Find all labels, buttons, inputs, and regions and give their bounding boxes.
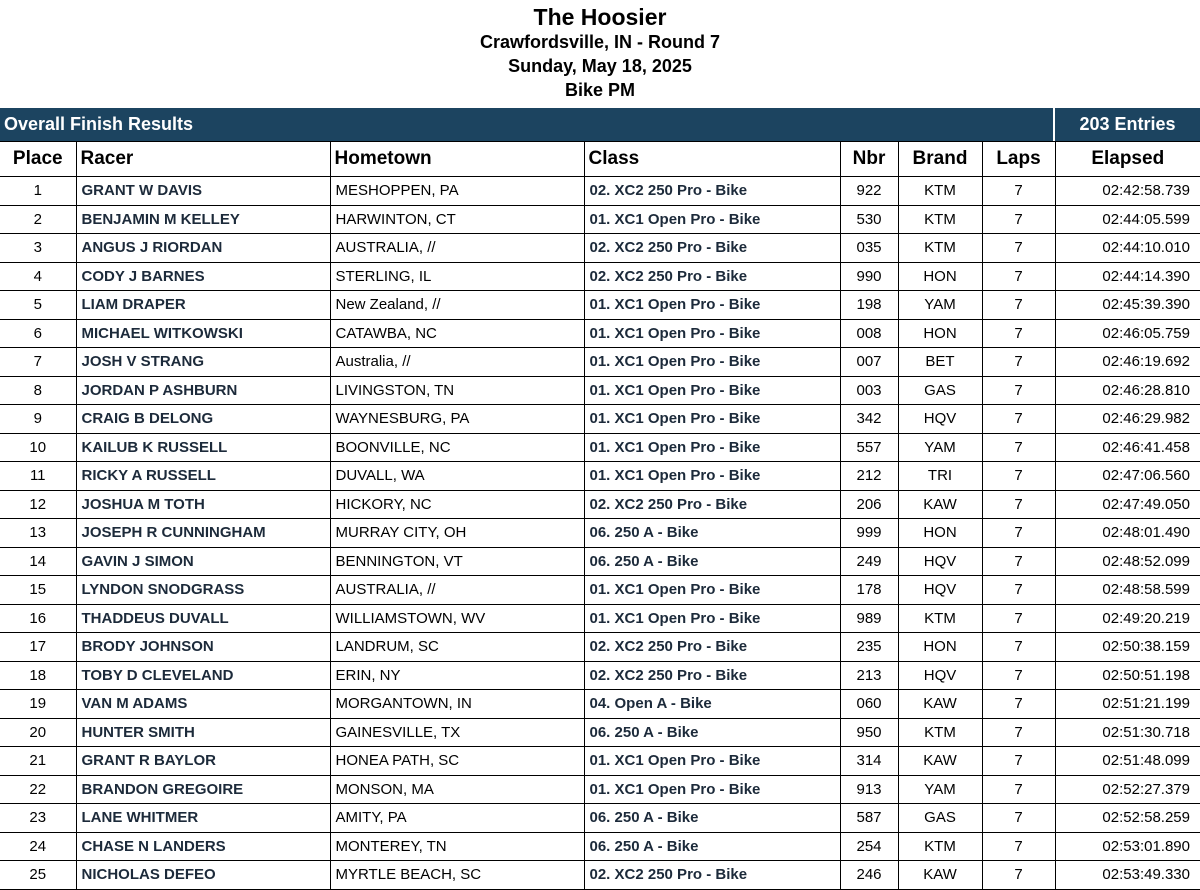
place-cell: 8 <box>0 376 76 405</box>
racer-cell: BENJAMIN M KELLEY <box>76 205 330 234</box>
racer-cell: TOBY D CLEVELAND <box>76 661 330 690</box>
laps-cell: 7 <box>982 177 1055 206</box>
table-row <box>0 462 1200 491</box>
event-location: Crawfordsville, IN - Round 7 <box>479 32 721 52</box>
laps-cell: 7 <box>982 861 1055 890</box>
results-banner-title: Overall Finish Results <box>0 108 1055 141</box>
number-cell: 314 <box>840 747 898 776</box>
elapsed-cell: 02:46:28.810 <box>1055 376 1200 405</box>
results-header <box>0 0 1200 102</box>
place-cell: 5 <box>0 291 76 320</box>
place-cell: 23 <box>0 804 76 833</box>
elapsed-cell: 02:50:51.198 <box>1055 661 1200 690</box>
hometown-cell: WILLIAMSTOWN, WV <box>330 604 584 633</box>
brand-cell: HQV <box>898 547 982 576</box>
racer-cell: JOSHUA M TOTH <box>76 490 330 519</box>
class-cell: 01. XC1 Open Pro - Bike <box>584 433 840 462</box>
laps-cell: 7 <box>982 490 1055 519</box>
class-cell: 01. XC1 Open Pro - Bike <box>584 205 840 234</box>
class-cell: 01. XC1 Open Pro - Bike <box>584 747 840 776</box>
elapsed-cell: 02:48:52.099 <box>1055 547 1200 576</box>
hometown-cell: LIVINGSTON, TN <box>330 376 584 405</box>
brand-cell: HON <box>898 633 982 662</box>
elapsed-cell: 02:44:10.010 <box>1055 234 1200 263</box>
number-cell: 035 <box>840 234 898 263</box>
hometown-cell: AUSTRALIA, // <box>330 234 584 263</box>
table-row <box>0 348 1200 377</box>
results-body <box>0 177 1200 890</box>
class-cell: 02. XC2 250 Pro - Bike <box>584 234 840 263</box>
brand-cell: KTM <box>898 604 982 633</box>
brand-cell: KAW <box>898 861 982 890</box>
laps-cell: 7 <box>982 262 1055 291</box>
col-elapsed: Elapsed <box>1055 142 1200 177</box>
place-cell: 15 <box>0 576 76 605</box>
event-date: Sunday, May 18, 2025 <box>508 56 692 76</box>
number-cell: 342 <box>840 405 898 434</box>
table-row <box>0 319 1200 348</box>
hometown-cell: GAINESVILLE, TX <box>330 718 584 747</box>
hometown-cell: MYRTLE BEACH, SC <box>330 861 584 890</box>
elapsed-cell: 02:46:19.692 <box>1055 348 1200 377</box>
table-row <box>0 804 1200 833</box>
class-cell: 06. 250 A - Bike <box>584 547 840 576</box>
brand-cell: YAM <box>898 433 982 462</box>
laps-cell: 7 <box>982 661 1055 690</box>
brand-cell: HQV <box>898 576 982 605</box>
brand-cell: TRI <box>898 462 982 491</box>
class-cell: 01. XC1 Open Pro - Bike <box>584 376 840 405</box>
col-nbr: Nbr <box>840 142 898 177</box>
table-row <box>0 690 1200 719</box>
hometown-cell: HICKORY, NC <box>330 490 584 519</box>
racer-cell: JOSH V STRANG <box>76 348 330 377</box>
hometown-cell: MONTEREY, TN <box>330 832 584 861</box>
col-hometown: Hometown <box>330 142 584 177</box>
racer-cell: CRAIG B DELONG <box>76 405 330 434</box>
racer-cell: ANGUS J RIORDAN <box>76 234 330 263</box>
table-row <box>0 433 1200 462</box>
number-cell: 008 <box>840 319 898 348</box>
class-cell: 02. XC2 250 Pro - Bike <box>584 661 840 690</box>
racer-cell: CHASE N LANDERS <box>76 832 330 861</box>
laps-cell: 7 <box>982 433 1055 462</box>
class-cell: 01. XC1 Open Pro - Bike <box>584 775 840 804</box>
elapsed-cell: 02:45:39.390 <box>1055 291 1200 320</box>
number-cell: 950 <box>840 718 898 747</box>
table-row <box>0 376 1200 405</box>
number-cell: 246 <box>840 861 898 890</box>
brand-cell: YAM <box>898 775 982 804</box>
number-cell: 249 <box>840 547 898 576</box>
laps-cell: 7 <box>982 376 1055 405</box>
place-cell: 17 <box>0 633 76 662</box>
hometown-cell: HARWINTON, CT <box>330 205 584 234</box>
table-row <box>0 234 1200 263</box>
place-cell: 9 <box>0 405 76 434</box>
brand-cell: HON <box>898 519 982 548</box>
laps-cell: 7 <box>982 234 1055 263</box>
hometown-cell: LANDRUM, SC <box>330 633 584 662</box>
laps-cell: 7 <box>982 547 1055 576</box>
brand-cell: HQV <box>898 405 982 434</box>
class-cell: 04. Open A - Bike <box>584 690 840 719</box>
table-row <box>0 861 1200 890</box>
table-row <box>0 661 1200 690</box>
brand-cell: KTM <box>898 234 982 263</box>
brand-cell: YAM <box>898 291 982 320</box>
place-cell: 10 <box>0 433 76 462</box>
laps-cell: 7 <box>982 747 1055 776</box>
number-cell: 587 <box>840 804 898 833</box>
brand-cell: HON <box>898 262 982 291</box>
place-cell: 19 <box>0 690 76 719</box>
table-row <box>0 576 1200 605</box>
header-row <box>0 142 1200 177</box>
laps-cell: 7 <box>982 319 1055 348</box>
place-cell: 13 <box>0 519 76 548</box>
racer-cell: LYNDON SNODGRASS <box>76 576 330 605</box>
elapsed-cell: 02:51:21.199 <box>1055 690 1200 719</box>
class-cell: 02. XC2 250 Pro - Bike <box>584 177 840 206</box>
hometown-cell: BENNINGTON, VT <box>330 547 584 576</box>
place-cell: 25 <box>0 861 76 890</box>
hometown-cell: BOONVILLE, NC <box>330 433 584 462</box>
racer-cell: GRANT W DAVIS <box>76 177 330 206</box>
number-cell: 206 <box>840 490 898 519</box>
brand-cell: KTM <box>898 177 982 206</box>
brand-cell: BET <box>898 348 982 377</box>
table-row <box>0 262 1200 291</box>
brand-cell: KTM <box>898 718 982 747</box>
number-cell: 557 <box>840 433 898 462</box>
table-row <box>0 490 1200 519</box>
place-cell: 7 <box>0 348 76 377</box>
racer-cell: NICHOLAS DEFEO <box>76 861 330 890</box>
number-cell: 212 <box>840 462 898 491</box>
elapsed-cell: 02:48:58.599 <box>1055 576 1200 605</box>
table-row <box>0 832 1200 861</box>
laps-cell: 7 <box>982 462 1055 491</box>
brand-cell: GAS <box>898 376 982 405</box>
hometown-cell: MORGANTOWN, IN <box>330 690 584 719</box>
col-brand: Brand <box>898 142 982 177</box>
class-cell: 02. XC2 250 Pro - Bike <box>584 861 840 890</box>
place-cell: 12 <box>0 490 76 519</box>
table-row <box>0 205 1200 234</box>
hometown-cell: MURRAY CITY, OH <box>330 519 584 548</box>
place-cell: 21 <box>0 747 76 776</box>
class-cell: 01. XC1 Open Pro - Bike <box>584 462 840 491</box>
hometown-cell: DUVALL, WA <box>330 462 584 491</box>
racer-cell: BRODY JOHNSON <box>76 633 330 662</box>
laps-cell: 7 <box>982 832 1055 861</box>
elapsed-cell: 02:52:58.259 <box>1055 804 1200 833</box>
class-cell: 02. XC2 250 Pro - Bike <box>584 262 840 291</box>
brand-cell: KAW <box>898 490 982 519</box>
table-row <box>0 291 1200 320</box>
laps-cell: 7 <box>982 291 1055 320</box>
elapsed-cell: 02:53:01.890 <box>1055 832 1200 861</box>
racer-cell: KAILUB K RUSSELL <box>76 433 330 462</box>
place-cell: 11 <box>0 462 76 491</box>
elapsed-cell: 02:52:27.379 <box>1055 775 1200 804</box>
elapsed-cell: 02:46:05.759 <box>1055 319 1200 348</box>
place-cell: 6 <box>0 319 76 348</box>
table-row <box>0 633 1200 662</box>
place-cell: 1 <box>0 177 76 206</box>
col-class: Class <box>584 142 840 177</box>
elapsed-cell: 02:50:38.159 <box>1055 633 1200 662</box>
event-session: Bike PM <box>564 80 636 100</box>
class-cell: 06. 250 A - Bike <box>584 804 840 833</box>
place-cell: 16 <box>0 604 76 633</box>
elapsed-cell: 02:44:14.390 <box>1055 262 1200 291</box>
hometown-cell: MONSON, MA <box>330 775 584 804</box>
results-banner <box>0 108 1200 141</box>
laps-cell: 7 <box>982 405 1055 434</box>
racer-cell: CODY J BARNES <box>76 262 330 291</box>
number-cell: 990 <box>840 262 898 291</box>
class-cell: 02. XC2 250 Pro - Bike <box>584 490 840 519</box>
laps-cell: 7 <box>982 690 1055 719</box>
hometown-cell: CATAWBA, NC <box>330 319 584 348</box>
racer-cell: GRANT R BAYLOR <box>76 747 330 776</box>
racer-cell: BRANDON GREGOIRE <box>76 775 330 804</box>
class-cell: 01. XC1 Open Pro - Bike <box>584 576 840 605</box>
elapsed-cell: 02:46:29.982 <box>1055 405 1200 434</box>
hometown-cell: New Zealand, // <box>330 291 584 320</box>
class-cell: 01. XC1 Open Pro - Bike <box>584 604 840 633</box>
elapsed-cell: 02:44:05.599 <box>1055 205 1200 234</box>
class-cell: 06. 250 A - Bike <box>584 519 840 548</box>
number-cell: 003 <box>840 376 898 405</box>
table-row <box>0 405 1200 434</box>
elapsed-cell: 02:47:06.560 <box>1055 462 1200 491</box>
entries-count: 203 Entries <box>1079 114 1176 134</box>
table-row <box>0 747 1200 776</box>
place-cell: 22 <box>0 775 76 804</box>
racer-cell: VAN M ADAMS <box>76 690 330 719</box>
racer-cell: LIAM DRAPER <box>76 291 330 320</box>
laps-cell: 7 <box>982 633 1055 662</box>
class-cell: 01. XC1 Open Pro - Bike <box>584 348 840 377</box>
number-cell: 235 <box>840 633 898 662</box>
table-row <box>0 775 1200 804</box>
place-cell: 24 <box>0 832 76 861</box>
place-cell: 20 <box>0 718 76 747</box>
racer-cell: LANE WHITMER <box>76 804 330 833</box>
hometown-cell: AUSTRALIA, // <box>330 576 584 605</box>
place-cell: 4 <box>0 262 76 291</box>
number-cell: 913 <box>840 775 898 804</box>
laps-cell: 7 <box>982 718 1055 747</box>
number-cell: 922 <box>840 177 898 206</box>
results-table <box>0 141 1200 890</box>
hometown-cell: STERLING, IL <box>330 262 584 291</box>
elapsed-cell: 02:48:01.490 <box>1055 519 1200 548</box>
number-cell: 060 <box>840 690 898 719</box>
number-cell: 989 <box>840 604 898 633</box>
elapsed-cell: 02:49:20.219 <box>1055 604 1200 633</box>
col-laps: Laps <box>982 142 1055 177</box>
event-title: The Hoosier <box>533 4 667 30</box>
hometown-cell: ERIN, NY <box>330 661 584 690</box>
elapsed-cell: 02:47:49.050 <box>1055 490 1200 519</box>
class-cell: 06. 250 A - Bike <box>584 718 840 747</box>
laps-cell: 7 <box>982 576 1055 605</box>
racer-cell: JORDAN P ASHBURN <box>76 376 330 405</box>
hometown-cell: MESHOPPEN, PA <box>330 177 584 206</box>
laps-cell: 7 <box>982 348 1055 377</box>
elapsed-cell: 02:53:49.330 <box>1055 861 1200 890</box>
hometown-cell: AMITY, PA <box>330 804 584 833</box>
place-cell: 18 <box>0 661 76 690</box>
racer-cell: THADDEUS DUVALL <box>76 604 330 633</box>
class-cell: 01. XC1 Open Pro - Bike <box>584 291 840 320</box>
col-racer: Racer <box>76 142 330 177</box>
table-row <box>0 718 1200 747</box>
number-cell: 530 <box>840 205 898 234</box>
brand-cell: KTM <box>898 205 982 234</box>
brand-cell: KTM <box>898 832 982 861</box>
brand-cell: GAS <box>898 804 982 833</box>
table-row <box>0 604 1200 633</box>
elapsed-cell: 02:46:41.458 <box>1055 433 1200 462</box>
table-row <box>0 547 1200 576</box>
laps-cell: 7 <box>982 604 1055 633</box>
class-cell: 06. 250 A - Bike <box>584 832 840 861</box>
number-cell: 178 <box>840 576 898 605</box>
number-cell: 198 <box>840 291 898 320</box>
brand-cell: KAW <box>898 690 982 719</box>
table-row <box>0 519 1200 548</box>
laps-cell: 7 <box>982 205 1055 234</box>
place-cell: 2 <box>0 205 76 234</box>
brand-cell: KAW <box>898 747 982 776</box>
place-cell: 14 <box>0 547 76 576</box>
racer-cell: HUNTER SMITH <box>76 718 330 747</box>
class-cell: 01. XC1 Open Pro - Bike <box>584 405 840 434</box>
elapsed-cell: 02:51:30.718 <box>1055 718 1200 747</box>
table-row <box>0 177 1200 206</box>
laps-cell: 7 <box>982 775 1055 804</box>
hometown-cell: Australia, // <box>330 348 584 377</box>
racer-cell: RICKY A RUSSELL <box>76 462 330 491</box>
elapsed-cell: 02:51:48.099 <box>1055 747 1200 776</box>
class-cell: 02. XC2 250 Pro - Bike <box>584 633 840 662</box>
number-cell: 007 <box>840 348 898 377</box>
col-place: Place <box>0 142 76 177</box>
racer-cell: JOSEPH R CUNNINGHAM <box>76 519 330 548</box>
brand-cell: HQV <box>898 661 982 690</box>
hometown-cell: HONEA PATH, SC <box>330 747 584 776</box>
number-cell: 254 <box>840 832 898 861</box>
laps-cell: 7 <box>982 804 1055 833</box>
racer-cell: MICHAEL WITKOWSKI <box>76 319 330 348</box>
hometown-cell: WAYNESBURG, PA <box>330 405 584 434</box>
class-cell: 01. XC1 Open Pro - Bike <box>584 319 840 348</box>
number-cell: 213 <box>840 661 898 690</box>
laps-cell: 7 <box>982 519 1055 548</box>
racer-cell: GAVIN J SIMON <box>76 547 330 576</box>
brand-cell: HON <box>898 319 982 348</box>
number-cell: 999 <box>840 519 898 548</box>
elapsed-cell: 02:42:58.739 <box>1055 177 1200 206</box>
place-cell: 3 <box>0 234 76 263</box>
